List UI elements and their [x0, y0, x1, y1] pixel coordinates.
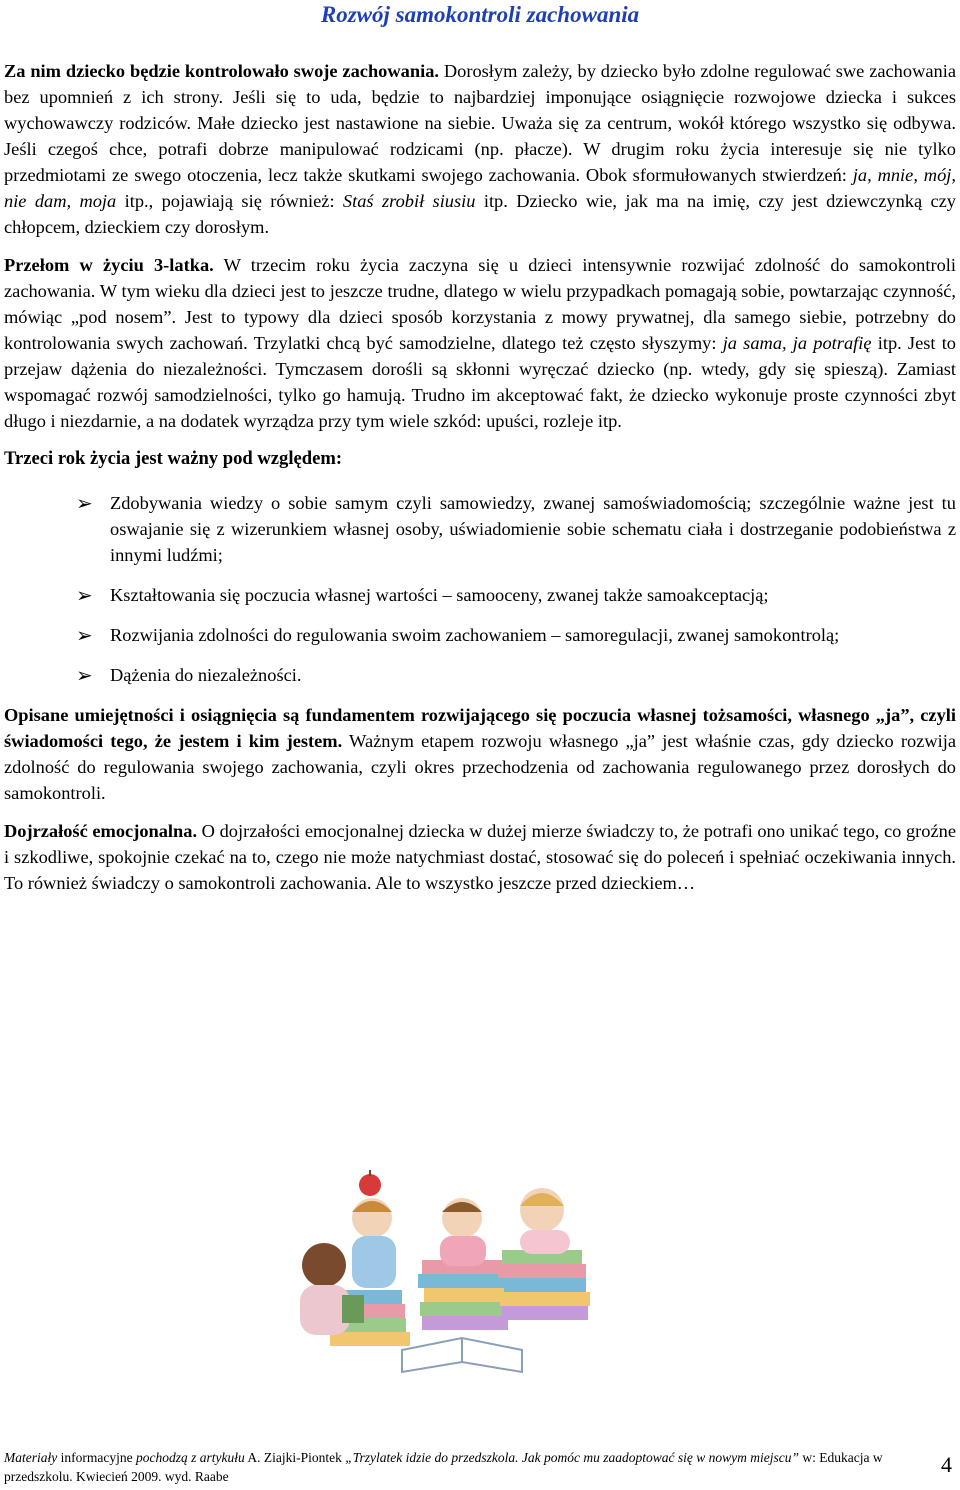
paragraph-self-control-intro [4, 58, 956, 240]
list-item [4, 582, 956, 608]
arrow-bullet-icon: ➢ [76, 663, 93, 687]
citation-text: pochodzą z artykułu [135, 1450, 245, 1465]
citation-text: A. Ziajki-Piontek [244, 1450, 346, 1465]
paragraph-text: Ważnym etapem rozwoju własnego „ja” jest właśnie czas, gdy dziecko rozwija zdolność do regulowania swojego zachowania, czyli okres przechodzenia od zachowania regulowanego przez dorosłych do samokontroli. [4, 731, 956, 803]
article-body [4, 58, 956, 896]
quoted-phrase: ja, mnie, mój, nie dam, moja [4, 165, 956, 211]
child-right-figure [520, 1188, 570, 1254]
page-title: Rozwój samokontroli zachowania [320, 2, 640, 27]
bullet-list [4, 490, 956, 688]
apple-icon [359, 1170, 381, 1196]
open-book-icon [402, 1338, 522, 1372]
child-center-left-figure [352, 1198, 396, 1288]
quoted-phrase: Staś zrobił siusiu [342, 191, 476, 211]
paragraph-text: itp., pojawiają się również: [116, 191, 343, 211]
book-stack-center [418, 1260, 510, 1330]
list-item-text: Dążenia do niezależności. [110, 665, 302, 685]
child-center-figure [440, 1198, 486, 1266]
paragraph-text: Dorosłym zależy, by dziecko było zdolne regulować swe zachowania bez upomnień z ich strony. Jeśli się to uda, będzie to najbardziej imponujące osiągnięcie rozwojowe dziecka i sukces wychowawczy rodziców. Małe dziecko jest nastawione na siebie. Uważa się za centrum, wokół którego wszystko się odbywa. Jeśli czegoś chce, potrafi dobrze manipulować rodzicami (np. płacze). W drugim roku życia interesuje się nie tylko przedmiotami ze swego otoczenia, lecz także skutkami swojego zachowania. Obok sformułowanych stwierdzeń: [4, 61, 956, 185]
list-item-text: Rozwijania zdolności do regulowania swoim zachowaniem – samoregulacji, zwanej samokontrolą; [110, 625, 840, 645]
section-heading: Trzeci rok życia jest ważny pod względem: [4, 448, 343, 469]
paragraph-lead: Dojrzałość emocjonalna. [4, 821, 198, 841]
book-stack-right [498, 1250, 590, 1320]
arrow-bullet-icon: ➢ [76, 491, 93, 515]
paragraph-lead: Za nim dziecko będzie kontrolowało swoje zachowania. [4, 61, 439, 81]
list-item [4, 662, 956, 688]
paragraph-text: itp. Jest to przejaw dążenia do niezależności. Tymczasem dorośli są skłonni wyręczać dziecko (np. wtedy, gdy się spieszą). Zamiast wspomagać rozwój samodzielności, tylko go hamują. Trudno im akceptować fakt, że dziecko wykonuje proste czynności zbyt długo i niezdarnie, a na dodatek wyrządza przy tym wiele szkód: upuści, rozleje itp. [4, 333, 956, 431]
paragraph-emotional-maturity [4, 818, 956, 896]
citation-text: Materiały [4, 1450, 58, 1465]
footer-citation [4, 1448, 904, 1486]
quoted-phrase: ja sama, ja potrafię [722, 333, 872, 353]
paragraph-text: itp. Dziecko wie, jak ma na imię, czy jest dziewczynką czy chłopcem, dzieckiem czy dorosłym. [4, 191, 956, 237]
arrow-bullet-icon: ➢ [76, 583, 93, 607]
citation-title: „Trzylatek idzie do przedszkola. Jak pomóc mu zaadoptować się w nowym miejscu” [345, 1450, 799, 1465]
citation-text: w: Edukacja w przedszkolu. Kwiecień 2009. wyd. Raabe [4, 1450, 883, 1484]
children-reading-illustration [272, 1140, 648, 1400]
list-item-text: Zdobywania wiedzy o sobie samym czyli samowiedzy, zwanej samoświadomością; szczególnie ważne jest tu oswajanie się z wizerunkiem własnej osoby, uświadomienie sobie schematu ciała i dostrzeganie podobieństwa z innymi ludźmi; [110, 493, 956, 565]
paragraph-identity [4, 702, 956, 806]
page-number: 4 [941, 1452, 952, 1477]
paragraph-text: O dojrzałości emocjonalnej dziecka w dużej mierze świadczy to, że potrafi ono unikać tego, co groźne i szkodliwe, spokojnie czekać na to, czego nie może natychmiast dostać, stosować się do poleceń i spełniać oczekiwania innych. To również świadczy o samokontroli zachowania. Ale to wszystko jeszcze przed dzieckiem… [4, 821, 957, 893]
paragraph-text: W trzecim roku życia zaczyna się u dzieci intensywnie rozwijać zdolność do samokontroli zachowania. W tym wieku dla dzieci jest to jeszcze trudne, dlatego w wielu przypadkach pomagają sobie, powtarzając czynność, mówiąc „pod nosem”. Jest to typowy dla dzieci sposób korzystania z mowy prywatnej, dla samego siebie, potrzebny do kontrolowania swych zachowań. Trzylatki chcą być samodzielne, dlatego też często słyszymy: [4, 255, 956, 353]
paragraph-lead: Opisane umiejętności i osiągnięcia są fundamentem rozwijającego się poczucia własnej tożsamości, własnego „ja”, czyli świadomości tego, że jestem i kim jestem. [4, 705, 956, 751]
arrow-bullet-icon: ➢ [76, 623, 93, 647]
list-item-text: Kształtowania się poczucia własnej wartości – samooceny, zwanej także samoakceptacją; [110, 585, 769, 605]
citation-text: informacyjne [57, 1450, 136, 1465]
paragraph-lead: Przełom w życiu 3-latka. [4, 255, 214, 275]
list-item [4, 622, 956, 648]
paragraph-three-year-old [4, 252, 956, 434]
list-item [4, 490, 956, 568]
